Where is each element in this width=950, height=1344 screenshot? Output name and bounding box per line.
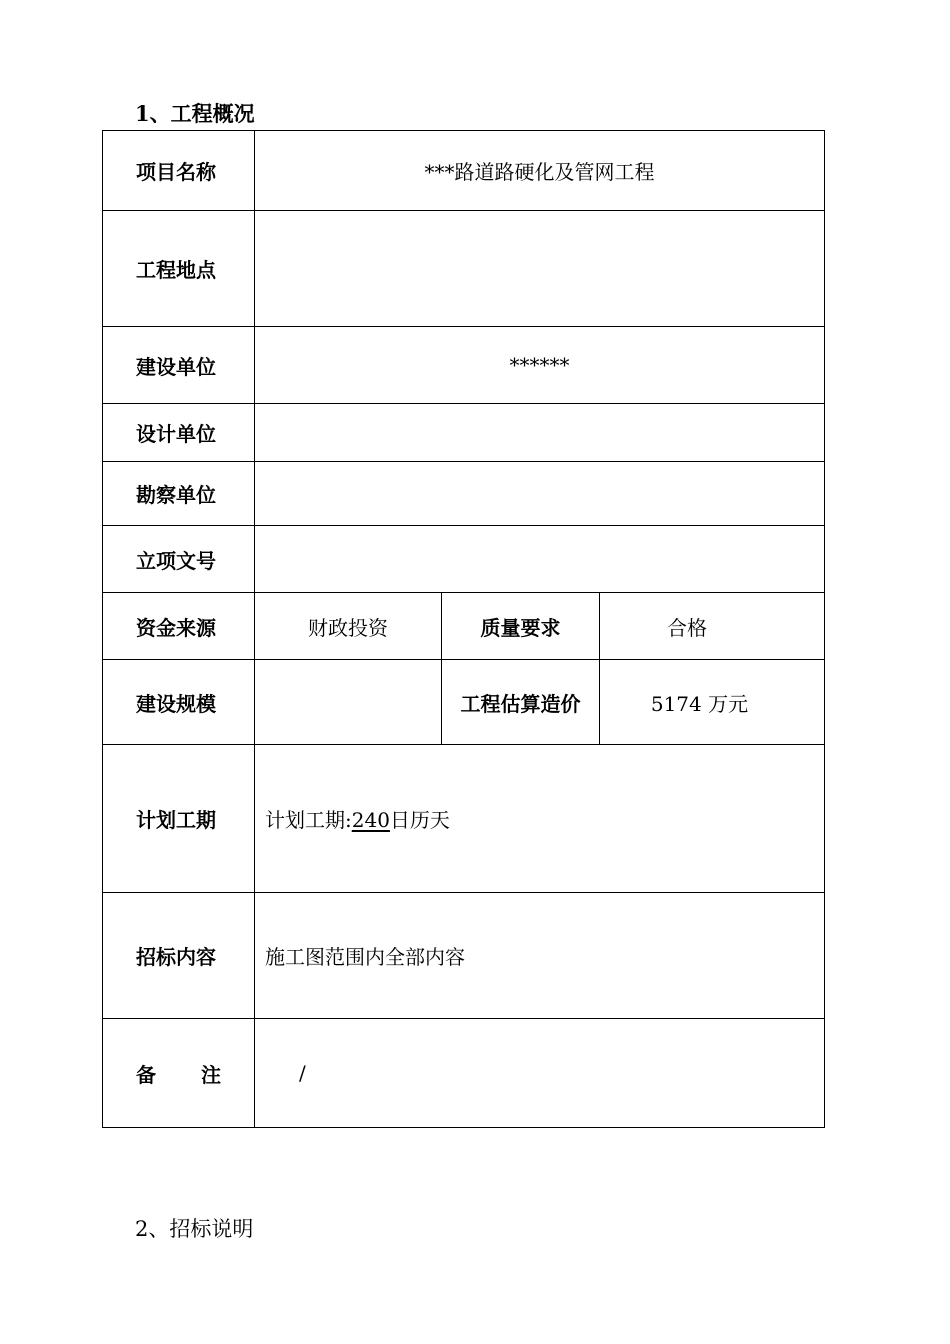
table-row xyxy=(103,462,825,526)
schedule-prefix: 计划工期: xyxy=(265,808,352,832)
table-row xyxy=(103,131,825,211)
table-row xyxy=(103,1019,825,1128)
location-label: 工程地点 xyxy=(103,211,255,327)
table-row xyxy=(103,745,825,893)
approval-no-label: 立项文号 xyxy=(103,526,255,593)
remarks-label xyxy=(103,1019,255,1128)
tender-scope-value: 施工图范围内全部内容 xyxy=(255,893,825,1019)
schedule-days: 240 xyxy=(351,808,390,832)
schedule-suffix: 日历天 xyxy=(389,808,450,832)
estimated-cost-value: 5174 万元 xyxy=(600,660,825,745)
schedule-value xyxy=(255,745,825,893)
construction-scale-value xyxy=(255,660,442,745)
table-row xyxy=(103,404,825,462)
section-title-tender-notes: 2、招标说明 xyxy=(135,1217,254,1241)
section-title-overview: 1、工程概况 xyxy=(135,101,255,126)
remarks-value: / xyxy=(255,1019,825,1128)
funding-source-label: 资金来源 xyxy=(103,593,255,660)
remarks-label-text: 备 注 xyxy=(136,1062,221,1087)
quality-requirement-value: 合格 xyxy=(600,593,825,660)
project-overview-table xyxy=(102,130,825,1128)
table-row xyxy=(103,327,825,404)
table-row xyxy=(103,660,825,745)
funding-source-value: 财政投资 xyxy=(255,593,442,660)
surveyor-value xyxy=(255,462,825,526)
schedule-label: 计划工期 xyxy=(103,745,255,893)
location-value xyxy=(255,211,825,327)
client-label: 建设单位 xyxy=(103,327,255,404)
designer-value xyxy=(255,404,825,462)
tender-scope-label: 招标内容 xyxy=(103,893,255,1019)
construction-scale-label: 建设规模 xyxy=(103,660,255,745)
table-row xyxy=(103,211,825,327)
table-row xyxy=(103,893,825,1019)
approval-no-value xyxy=(255,526,825,593)
client-value: ****** xyxy=(255,327,825,404)
designer-label: 设计单位 xyxy=(103,404,255,462)
table-row xyxy=(103,526,825,593)
surveyor-label: 勘察单位 xyxy=(103,462,255,526)
estimated-cost-label: 工程估算造价 xyxy=(442,660,600,745)
project-name-label: 项目名称 xyxy=(103,131,255,211)
project-name-value: ***路道路硬化及管网工程 xyxy=(255,131,825,211)
table-row xyxy=(103,593,825,660)
quality-requirement-label: 质量要求 xyxy=(442,593,600,660)
